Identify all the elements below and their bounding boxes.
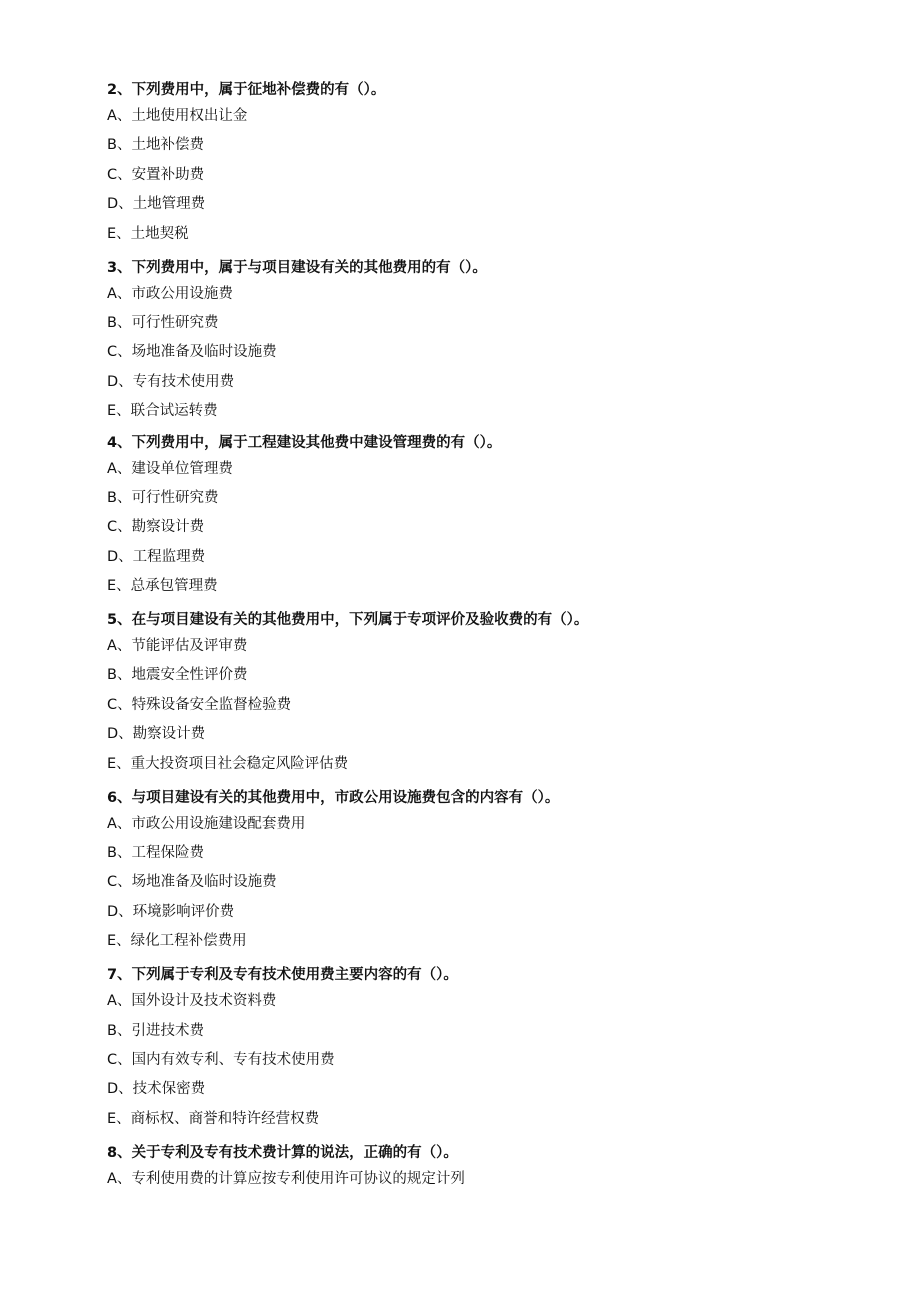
option-c: C、场地准备及临时设施费 <box>107 874 277 891</box>
option-d: D、环境影响评价费 <box>107 903 235 920</box>
question-7 <box>107 965 887 1141</box>
option-b: B、地震安全性评价费 <box>107 667 248 684</box>
option-d: D、土地管理费 <box>107 196 206 213</box>
question-6 <box>107 788 887 964</box>
question-title: 2、下列费用中，属于征地补偿费的有（）。 <box>107 82 386 98</box>
question-2 <box>107 80 887 256</box>
option-d: D、专有技术使用费 <box>107 373 235 390</box>
option-a: A、国外设计及技术资料费 <box>107 993 277 1010</box>
question-title: 4、下列费用中，属于工程建设其他费中建设管理费的有（）。 <box>107 434 502 451</box>
question-title: 5、在与项目建设有关的其他费用中，下列属于专项评价及验收费的有（）。 <box>107 612 589 629</box>
option-e: E、商标权、商誉和特许经营权费 <box>107 1110 320 1127</box>
option-a: A、土地使用权出让金 <box>107 108 248 124</box>
question-8 <box>107 1143 887 1198</box>
option-e: E、土地契税 <box>107 225 189 242</box>
option-d: D、技术保密费 <box>107 1081 206 1098</box>
option-c: C、场地准备及临时设施费 <box>107 344 277 361</box>
question-title: 8、关于专利及专有技术费计算的说法，正确的有（）。 <box>107 1144 458 1161</box>
option-b: B、工程保险费 <box>107 845 204 862</box>
option-a: A、市政公用设施费 <box>107 285 233 302</box>
option-b: B、引进技术费 <box>107 1022 204 1039</box>
question-title: 7、下列属于专利及专有技术使用费主要内容的有（）。 <box>107 967 458 984</box>
option-d: D、工程监理费 <box>107 548 206 565</box>
option-b: B、可行性研究费 <box>107 314 219 331</box>
option-c: C、安置补助费 <box>107 166 205 183</box>
option-c: C、特殊设备安全监督检验费 <box>107 696 292 713</box>
option-b: B、可行性研究费 <box>107 489 219 506</box>
question-title: 6、与项目建设有关的其他费用中，市政公用设施费包含的内容有（）。 <box>107 789 560 806</box>
question-3 <box>107 258 887 431</box>
option-c: C、国内有效专利、专有技术使用费 <box>107 1051 335 1068</box>
option-d: D、勘察设计费 <box>107 726 206 743</box>
option-a: A、专利使用费的计算应按专利使用许可协议的规定计列 <box>107 1170 465 1187</box>
option-e: E、联合试运转费 <box>107 403 218 420</box>
option-b: B、土地补偿费 <box>107 137 204 154</box>
option-e: E、绿化工程补偿费用 <box>107 933 247 950</box>
option-e: E、总承包管理费 <box>107 578 218 595</box>
option-c: C、勘察设计费 <box>107 519 205 536</box>
option-a: A、市政公用设施建设配套费用 <box>107 815 306 832</box>
question-5 <box>107 610 887 786</box>
document-page <box>107 80 887 1198</box>
option-a: A、节能评估及评审费 <box>107 638 248 655</box>
question-title: 3、下列费用中，属于与项目建设有关的其他费用的有（）。 <box>107 259 487 276</box>
option-a: A、建设单位管理费 <box>107 460 233 477</box>
question-4 <box>107 433 887 609</box>
option-e: E、重大投资项目社会稳定风险评估费 <box>107 755 349 772</box>
